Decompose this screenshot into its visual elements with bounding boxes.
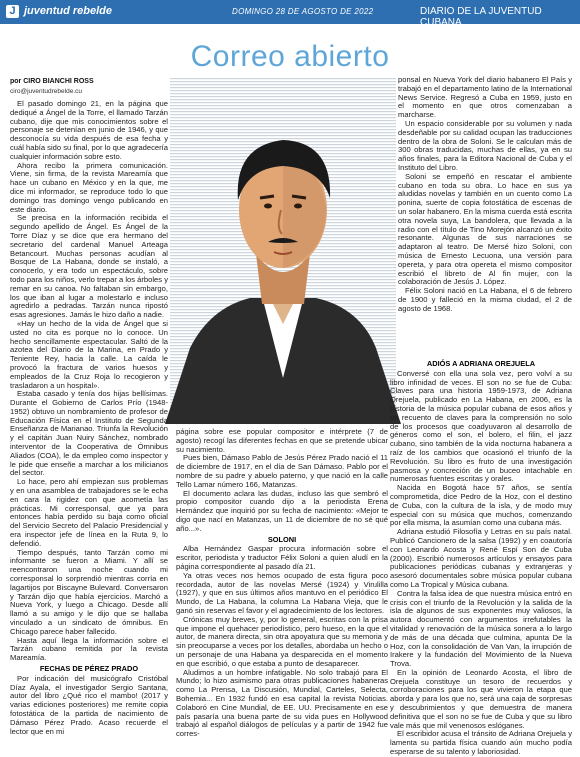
paragraph: El pasado domingo 21, en la página que dediqué a Ángel de la Torre, el llamado Tarzán cubano, dije que mis conocimientos sobre el personaje se detenían en junio de 1946, y que desconocía su vida después de esa fecha y cuál había sido su final, por lo que agradecería cualquier información sobre esto.	[10, 99, 168, 161]
column-2	[176, 427, 388, 739]
paragraph: Hasta aquí llega la información sobre el Tarzán cubano remitida por la revista Mareamía.	[10, 635, 168, 663]
header-bar	[0, 0, 580, 28]
column-3-bottom	[390, 358, 572, 757]
paragraph: Lo hace, pero ahí empiezan sus problemas y en una asamblea de trabajadores se le echa en cara la rigidez con que acometía las prácticas. Mi corresponsal, que ya para entonces había perdido su baja como oficial del Servicio Secreto del Palacio Presidencial y era inspector jefe de línea en la Ruta 9, lo defendió.	[10, 477, 168, 548]
paragraph: El escribidor acusa el tránsito de Adriana Orejuela y lamenta su partida física cuando aún mucho podía esperarse de su talento y laboriosidad.	[390, 729, 572, 757]
author-email[interactable]: ciro@juventudrebelde.cu	[10, 88, 83, 95]
paragraph: ponsal en Nueva York del diario habanero El País y trabajó en el departamento latino de la International News Service. Regresó a Cuba en 1959, justo en el momento en que otros comenzaban a marcharse.	[398, 75, 572, 120]
column-3-top	[398, 76, 572, 356]
subheading-adios: ADIÓS A ADRIANA OREJUELA	[426, 359, 536, 368]
publication-name: juventud rebelde	[24, 5, 113, 17]
publication-logo: J	[6, 5, 19, 18]
paragraph: «Hay un hecho de la vida de Ángel que si usted no cita es porque no lo conoce. Un hecho sencillamente espectacular. Saltó de la azotea del Diario de la Marina, en Prado y Teniente Rey, hacia la calle. La caída le provocó la fractura de varios huesos y empleados de la Cruz Roja lo recogieron y trasladaron a un hospital».	[10, 318, 168, 390]
paragraph: Un espacio considerable por su volumen y nada desdeñable por su calidad ocupan las traducciones dentro de la obra de Soloni. Se le calculan más de 300 obras traducidas, muchas de ellas, ya en su años finales, para la Editora Nacional de Cuba y el Instituto del Libro.	[398, 118, 572, 172]
paragraph: Crónicas muy breves, y, por lo general, escritas con la prisa que impone el quehacer periodístico, pero hueso, en la que el autor, de manera directa, sin otra apoyatura que su memoria y sin preocuparse a veces por los detalles, abordaba un hecho o un personaje de una Habana ya desparecida en el momento en que escribió, o que estaba a punto de desaparecer.	[176, 614, 388, 668]
byline: por CIRO BIANCHI ROSS	[10, 78, 94, 85]
paragraph: Ya otras veces nos hemos ocupado de esta figura poco recordada, autor de las novelas Mersé (1924) y Virulilla (1927), y que en sus últimos años mantuvo en el periódico El Mundo, de La Habana, la columna La Habana Vieja, que le ganó sin reservas el favor y el agradecimiento de los lectores.	[176, 570, 388, 615]
paragraph: Nacida en Bogotá hace 57 años, se sentía comprometida, dice Pedro de la Hoz, con el destino de Cuba, con la cultura de la isla, y de modo muy especial con su música que muchos, comenzando por ella misma, la asumían como una cubana más.	[390, 483, 572, 528]
column-1	[10, 99, 168, 736]
paragraph: El documento aclara las dudas, incluso las que sembró el propio compositor cuando dijo a la periodista Erena Hernández que inquirió por su fecha de nacimiento: «Mejor te digo que nací en Matanzas, un 11 de diciembre de no sé qué año...».	[176, 488, 388, 533]
paragraph: Félix Soloni nació en La Habana, el 6 de febrero de 1900 y falleció en la misma ciudad, el 2 de agosto de 1968.	[398, 286, 572, 313]
paragraph: Tiempo después, tanto Tarzán como mi informante se fueron a Miami. Y allí se reencontraron una noche cuando mi corresponsal lo sorprendió mientras corría en lagartijos por Biscayne Bulevard. Conversaron y Tarzán dijo que había ejercicios. Marchó a Nueva York, y luego a Chicago. Desde allí llamó a su amigo y le dijo que se hallaba vinculado a un sindicato de ómnibus. En Chicago parece haber fallecido.	[10, 547, 168, 636]
subheading-fechas: FECHAS DE PÉREZ PRADO	[39, 664, 139, 673]
issue-date: DOMINGO 28 DE AGOSTO DE 2022	[232, 7, 374, 16]
paragraph: Contra la falsa idea de que nuestra música entró en crisis con el triunfo de la Revolución y la salida de la isla de algunos de sus exponentes muy valiosos, la autora documentó con argumentos irrefutables la vitalidad y renovación de la música sonera a lo largo de más de una década que culmina, apunta De la Hoz, con la consolidación de Van Van, la irrupción de Irakere y la fundación del Movimiento de la Nueva Trova.	[390, 588, 572, 669]
paragraph: En la opinión de Leonardo Acosta, el libro de Orejuela constituye un tesoro de recuerdos y corroboraciones para los que vivieron la etapa que aborda y para los que no, será una caja de sorpresas y descubrimientos y que demuestra de manera definitiva que el son no se fue de Cuba y que su libro vale más que mil venenosos eslóganes.	[390, 667, 572, 730]
paragraph: Adriana estudió Filosofía y Letras en su país natal. Publicó Cancionero de la salsa (1992) y en coautoría con Leonardo Acosta y René Espí Son de Cuba (2000). Escribió numerosos artículos y ensayos para publicaciones periódicas cubanas y extranjeras y asesoró documentales sobre música popular cubana como La Tropical y Música cubana.	[390, 527, 572, 589]
paragraph: Estaba casado y tenía dos hijas bellísimas. Durante el Gobierno de Carlos Prío (1948-1952) obtuvo un nombramiento de profesor de Educación Física en el Instituto de Segunda Enseñanza de Marianao. Triunfa la Revolución y el capitán Juan Nuiry Sánchez, nombrado interventor de la Cooperativa de Ómnibus Aliados (COA), le da empleo como inspector y le pide que enseñe a marchar a los milicianos del sector.	[10, 389, 168, 478]
paragraph: Aludimos a un hombre infatigable. No solo trabajó para El Mundo; lo hizo asimismo para otras publicaciones habaneras como La Prensa, La Discusión, Mundial, Carteles, Selecta, Bohemia... En 1932 fundó en esa capital la revista Noticias. Colaboró en Cine Mundial, de EE. UU. Precisamente en ese país pasaría una buena parte de su vida pues en Hollywood trabajó al español diálogos de películas y a partir de 1942 fue corres-	[176, 667, 388, 739]
paragraph: Por indicación del musicógrafo Cristóbal Díaz Ayala, el investigador Sergio Santana, autor del libro ¿Qué rico el mambo! (2017 y varias ediciones posteriores) me remite copia fotostática de la partida de nacimiento de Dámaso Pérez Prado. Acaso recuerde el lector que en mi	[10, 673, 168, 736]
subheading-soloni: SOLONI	[267, 534, 297, 544]
article-title: Correo abierto	[190, 40, 390, 73]
portrait-illustration	[170, 78, 396, 424]
paragraph: página sobre ese popular compositor e intérprete (7 de agosto) recogí las diferentes fechas en que se pretende ubicar su nacimiento.	[176, 427, 388, 454]
paragraph: Soloni se empeñó en rescatar el ambiente cubano en toda su obra. Lo hace en sus ya aludidas novelas y también en un cuento como La ponina, suerte de copia fotostática de escenas de un solar habanero. En la misma cuerda está escrita otra novela suya, La bandolera, que llevada a la radio con el título de Tino Morejón alcanzó un éxito resonante. Algunas de sus narraciones se adaptaron al teatro. De Mersé hizo Soloni, con música de Ernesto Lecuona, una versión para opereta, y para otra opereta el mismo compositor escribió el libreto de Al fin mujer, con la colaboración de Jesús J. López.	[398, 171, 572, 287]
paragraph: Conversé con ella una sola vez, pero volví a su libro infinidad de veces. El son no se fue de Cuba: Claves para una historia 1959-1973, de Adriana Orejuela, publicado en La Habana, en 2006, es la historia de la música popular cubana de esos años y un recuento de claves para la comprensión no solo de los procesos que coadyuvaron al desarrollo de géneros como el son, el bolero, el filin, el jazz cubano, sino también de la vida nocturna habanera a raíz de los cambios que ocasionó el triunfo de la Revolución. Su libro es fruto de una investigación pasmosa y concreción de un buceo intachable en numerosas fuentes escritas y orales.	[390, 368, 572, 484]
paragraph: Ahora recibo la primera comunicación. Viene, sin firma, de la revista Mareamía que hace un cubano en México y en la que, me dice mi informador, se reproduce todo lo que domingo tras domingo vengo publicando en este diario.	[10, 160, 168, 214]
paragraph: Alba Hernández Gaspar procura información sobre el escritor, periodista y traductor Félix Soloni a quien aludí en la página correspondiente al pasado día 21.	[176, 544, 388, 571]
section-name: DIARIO DE LA JUVENTUD CUBANA	[420, 6, 542, 28]
paragraph: Pues bien, Dámaso Pablo de Jesús Pérez Prado nació el 11 de diciembre de 1917, en el día de San Dámaso. Pablo por el nombre de su padre y abuelo paterno, y que nació en la calle Tello Lamar número 166, Matanzas.	[176, 453, 388, 489]
paragraph: Se precisa en la información recibida el segundo apellido de Ángel. Es Ángel de la Torre Díaz y se dice que era hermano del secretario del cardenal Manuel Arteaga Betancourt. Muchas personas acudían al Bosque de La Habana, donde se instaló, a conocerlo, y era todo un espectáculo, sobre todo para los niños, verlo trepar a los árboles y remar en su canoa. No faltaban sin embargo, los que iban al lugar a molestarlo e incluso agredirlo a pedradas. Tarzán nunca ripostó esas agresiones. Jamás le hizo daño a nadie.	[10, 213, 168, 320]
